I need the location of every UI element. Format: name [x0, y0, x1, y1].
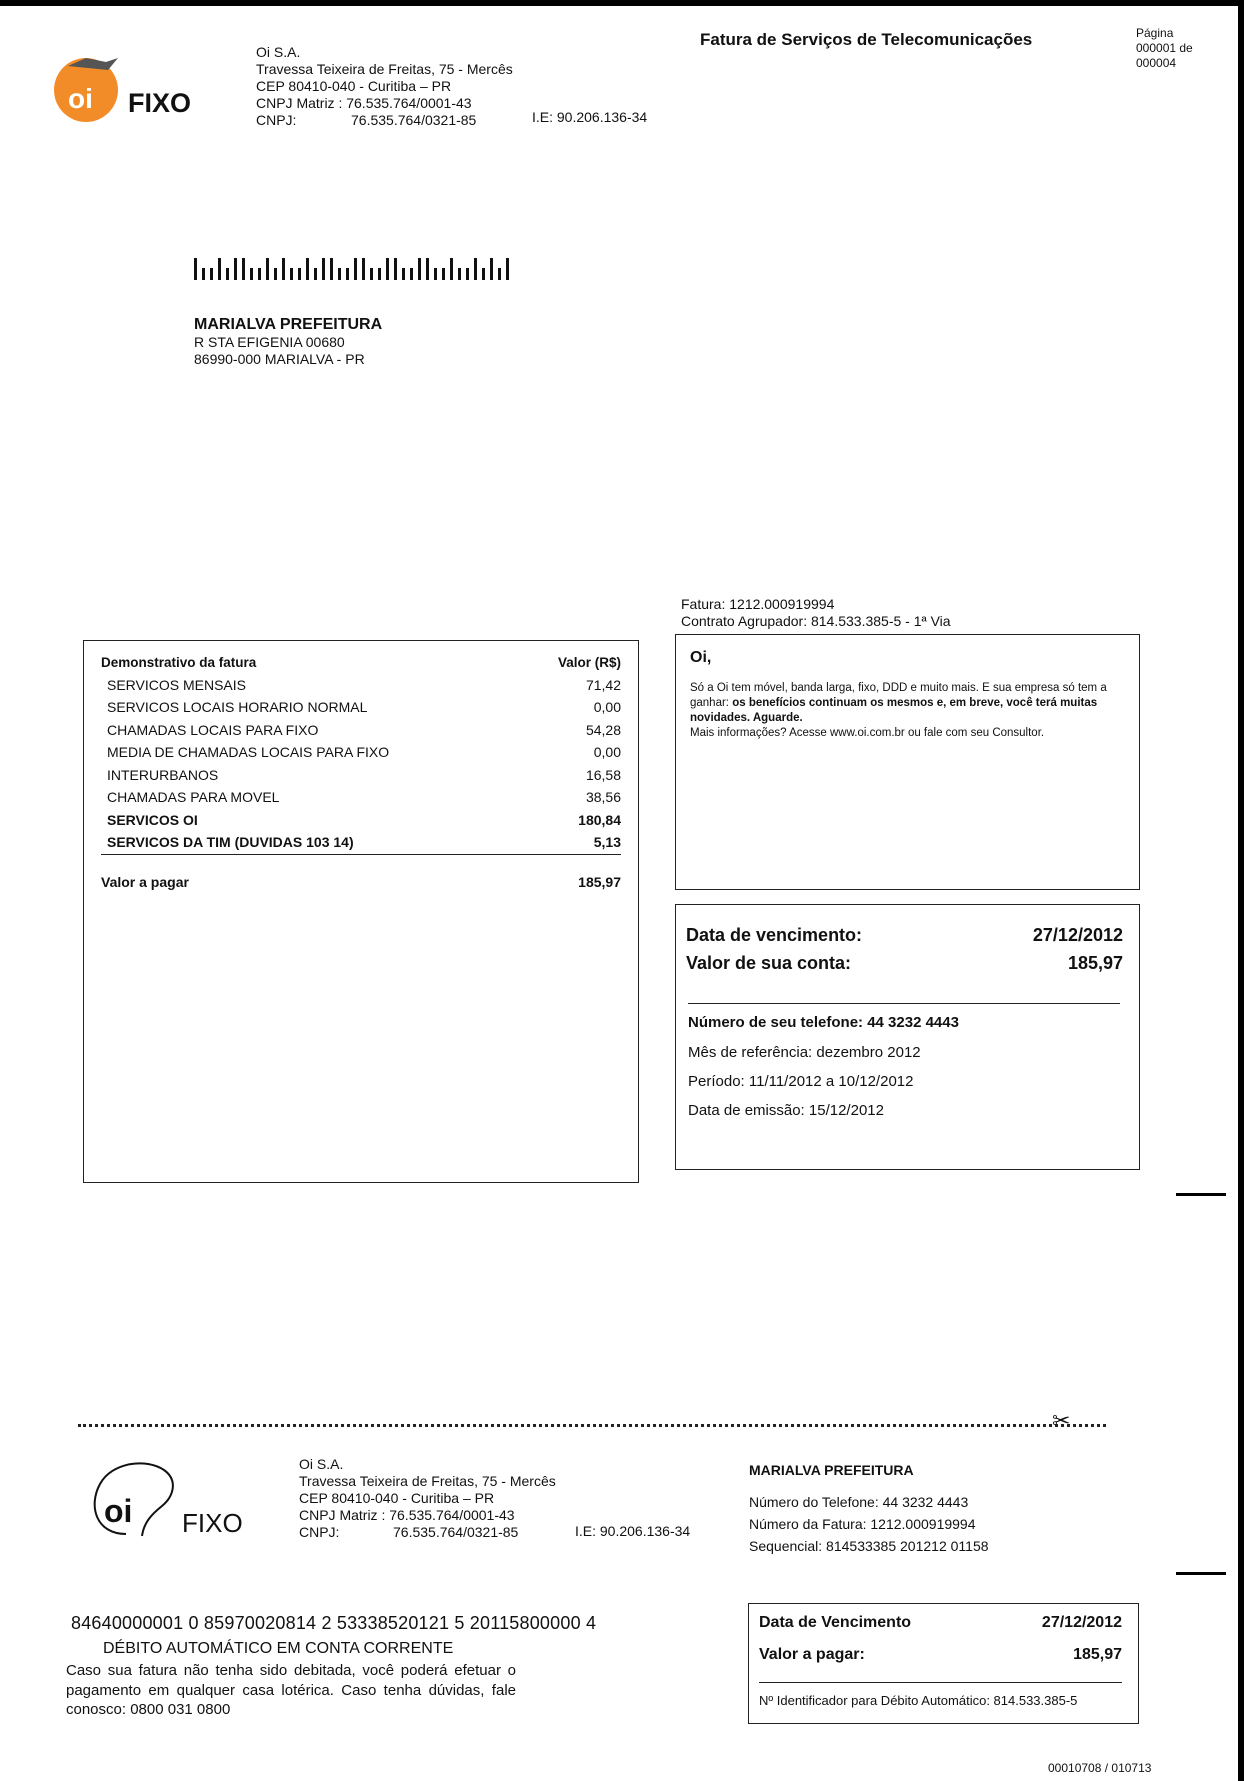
logo-text: oi [68, 83, 93, 114]
statement-row-label: SERVICOS DA TIM (DUVIDAS 103 14) [107, 834, 354, 851]
amount-row [686, 953, 1123, 981]
statement-total [101, 871, 621, 894]
auto-debit-text: Caso sua fatura não tenha sido debitada, você poderá efetuar o pagamento em qualquer casa lotérica. Caso tenha dúvidas, fale conosco: 0800 031 0800 [66, 1662, 516, 1718]
brand-fixo: FIXO [128, 88, 192, 118]
stub-due-row [759, 1614, 1122, 1646]
stub-phone: Número do Telefone: 44 3232 4443 [749, 1494, 969, 1510]
statement-title: Demonstrativo da fatura [101, 654, 257, 670]
statement-row-label: SERVICOS MENSAIS [107, 676, 247, 693]
stub-pay-row [759, 1646, 1122, 1676]
statement-row [107, 831, 621, 854]
company-block [256, 44, 513, 129]
fold-mark [1176, 1193, 1226, 1196]
stub-auto-debit-id: Nº Identificador para Débito Automático: 814.533.385-5 [759, 1693, 1078, 1708]
statement-row-value: 16,58 [585, 766, 621, 783]
contract-number: Contrato Agrupador: 814.533.385-5 - 1ª Via [681, 613, 951, 629]
amount-label: Valor de sua conta: [686, 953, 852, 973]
statement-row-label: MEDIA DE CHAMADAS LOCAIS PARA FIXO [107, 744, 390, 761]
scan-top-edge [0, 0, 1244, 6]
document-title: Fatura de Serviços de Telecomunicações [700, 30, 1033, 49]
amount-value: 185,97 [1067, 953, 1123, 973]
stub-payment-box [748, 1603, 1139, 1724]
total-label: Valor a pagar [101, 873, 189, 890]
company-name: Oi S.A. [256, 44, 301, 60]
stub-due-value: 27/12/2012 [1041, 1614, 1122, 1631]
payment-digit-line: 84640000001 0 85970020814 2 53338520121 5 20115800000 4 [71, 1613, 597, 1633]
phone-number: Número de seu telefone: 44 3232 4443 [688, 1014, 959, 1031]
company-address: Travessa Teixeira de Freitas, 75 - Mercês [256, 61, 513, 77]
statement-row-value: 54,28 [585, 721, 621, 738]
stub-invoice-number: Número da Fatura: 1212.000919994 [749, 1516, 976, 1532]
statement-row-value: 5,13 [593, 834, 621, 851]
scissors-icon: ✂ [1052, 1408, 1071, 1433]
stub-oi-logo [86, 1456, 186, 1540]
invoice-number: Fatura: 1212.000919994 [681, 596, 835, 612]
company-cnpj-matriz: CNPJ Matriz : 76.535.764/0001-43 [256, 95, 472, 111]
recipient-city: 86990-000 MARIALVA - PR [194, 351, 365, 367]
statement-row-label: CHAMADAS LOCAIS PARA FIXO [107, 721, 319, 738]
statement-row-value: 38,56 [585, 789, 621, 806]
message-box [675, 634, 1140, 890]
summary-box [675, 904, 1140, 1170]
statement-row [107, 764, 621, 787]
stub-pay-label: Valor a pagar: [759, 1646, 865, 1663]
due-date-value: 27/12/2012 [1032, 925, 1123, 945]
recipient-street: R STA EFIGENIA 00680 [194, 334, 345, 350]
stub-pay-value: 185,97 [1073, 1646, 1122, 1663]
statement-row [107, 719, 621, 742]
company-ie: I.E: 90.206.136-34 [532, 109, 648, 125]
stub-due-label: Data de Vencimento [759, 1614, 912, 1631]
statement-row [107, 809, 621, 832]
statement-row-value: 180,84 [578, 811, 621, 828]
stub-brand-fixo: FIXO [182, 1508, 243, 1538]
page-indicator: Página 000001 de 000004 [1136, 26, 1193, 70]
stub-company-block: Oi S.A. Travessa Teixeira de Freitas, 75 - Mercês CEP 80410-040 - Curitiba – PR CNPJ Matriz : 76.535.764/0001-43 CNPJ: 76.535.764/0321-85 [299, 1456, 556, 1540]
statement-row [107, 741, 621, 764]
billing-period: Período: 11/11/2012 a 10/12/2012 [688, 1073, 914, 1090]
stub-recipient [749, 1462, 989, 1555]
stub-logo-text: oi [104, 1493, 133, 1529]
statement-row-label: SERVICOS LOCAIS HORARIO NORMAL [107, 699, 368, 716]
stub-sequence: Sequencial: 814533385 201212 01158 [749, 1538, 989, 1554]
message-greeting: Oi, [690, 649, 712, 666]
issue-date: Data de emissão: 15/12/2012 [688, 1102, 884, 1119]
stub-recipient-name: MARIALVA PREFEITURA [749, 1462, 914, 1478]
statement-row-value: 71,42 [585, 676, 621, 693]
fold-mark [1176, 1572, 1226, 1575]
statement-row [107, 696, 621, 719]
statement-box [83, 640, 639, 1183]
value-header: Valor (R$) [557, 654, 621, 670]
company-cep: CEP 80410-040 - Curitiba – PR [256, 78, 452, 94]
statement-row-value: 0,00 [593, 699, 621, 716]
footer-code: 00010708 / 010713 [1048, 1761, 1152, 1775]
statement-items [101, 674, 621, 854]
company-cnpj: CNPJ: 76.535.764/0321-85 [256, 112, 477, 128]
due-date-row [686, 925, 1123, 953]
statement-row-label: CHAMADAS PARA MOVEL [107, 789, 280, 806]
scan-right-edge [1238, 0, 1244, 1781]
statement-row [107, 786, 621, 809]
total-value: 185,97 [578, 873, 621, 890]
stub-company-ie: I.E: 90.206.136-34 [575, 1523, 691, 1539]
oi-logo [46, 48, 136, 124]
cut-line [78, 1424, 1106, 1427]
statement-row-label: SERVICOS OI [107, 811, 198, 828]
due-date-label: Data de vencimento: [686, 925, 863, 945]
auto-debit-title: DÉBITO AUTOMÁTICO EM CONTA CORRENTE [103, 1640, 454, 1657]
invoice-ids [681, 596, 951, 630]
statement-row [107, 674, 621, 697]
message-text: Só a Oi tem móvel, banda larga, fixo, DDD e muito mais. E sua empresa só tem a ganhar: os benefícios continuam os mesmos e, em breve, você terá muitas novidades. Aguarde. Mais informações? Acesse www.oi.com.br ou fale com seu Consultor. [690, 682, 1107, 739]
recipient-name: MARIALVA PREFEITURA [194, 316, 383, 333]
statement-row-value: 0,00 [593, 744, 621, 761]
postal-barcode [194, 258, 524, 285]
statement-row-label: INTERURBANOS [107, 766, 219, 783]
reference-month: Mês de referência: dezembro 2012 [688, 1044, 921, 1061]
recipient-block [194, 316, 382, 368]
statement-header [101, 651, 621, 674]
